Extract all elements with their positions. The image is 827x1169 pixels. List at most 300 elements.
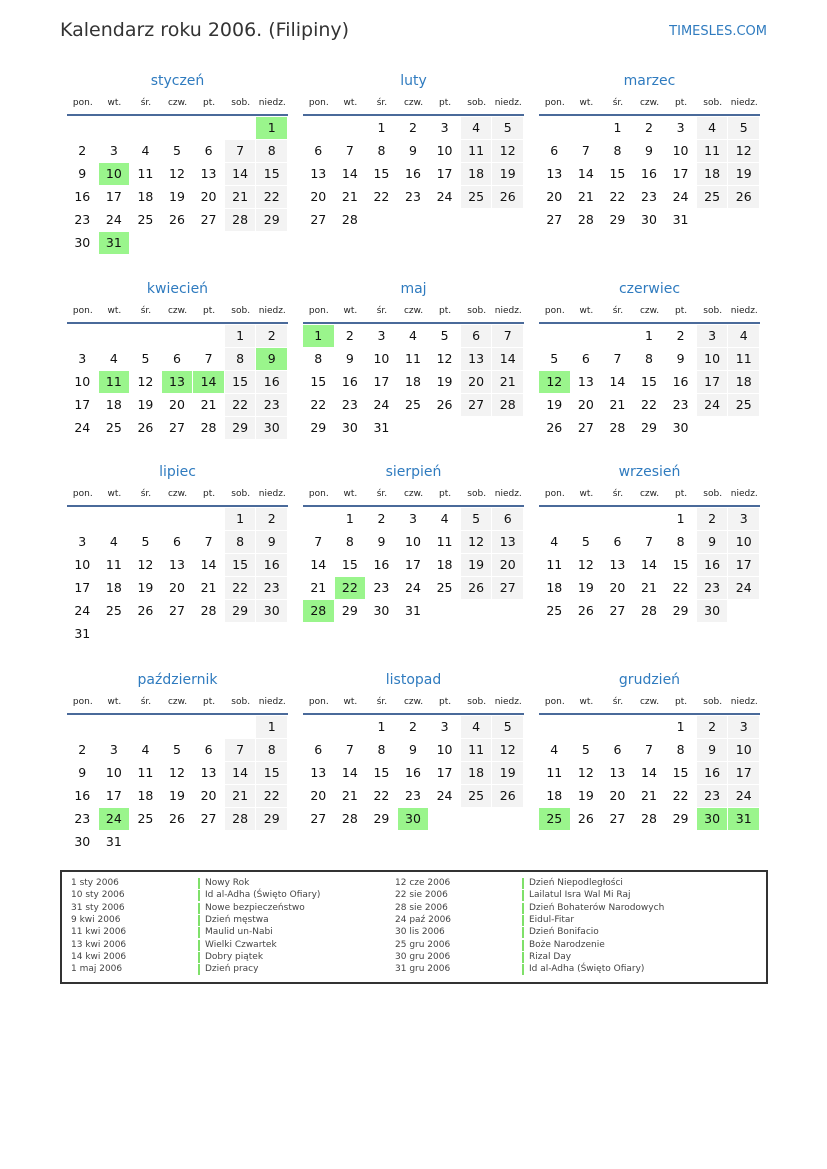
- weekday-label: niedz.: [258, 98, 286, 108]
- weekday-label: pon.: [72, 98, 93, 108]
- day-cell: 10: [728, 531, 759, 553]
- holiday-day: 11: [99, 371, 130, 393]
- empty-cell: [162, 117, 193, 139]
- legend-name: Dzień pracy: [205, 964, 259, 975]
- day-cell: 7: [225, 739, 256, 761]
- day-cell: 4: [461, 117, 492, 139]
- weekday-label: wt.: [343, 489, 358, 499]
- day-cell: 19: [577, 788, 594, 803]
- day-cell: 1: [377, 719, 386, 734]
- legend-marker: [522, 915, 524, 926]
- day-cell: 22: [672, 788, 689, 803]
- empty-cell: [539, 325, 570, 347]
- weekday-label: pon.: [544, 489, 565, 499]
- weekday-label: śr.: [612, 697, 624, 707]
- day-cell: 14: [341, 765, 358, 780]
- brand-link[interactable]: TIMESLES.COM: [669, 24, 767, 39]
- day-cell: 18: [405, 374, 421, 389]
- day-cell: 22: [609, 189, 626, 204]
- day-cell: 7: [581, 143, 590, 158]
- month-4: [67, 278, 288, 440]
- weekday-label: pt.: [675, 98, 688, 108]
- empty-cell: [193, 325, 224, 347]
- weekday-label: śr.: [376, 98, 388, 108]
- day-cell: 4: [409, 328, 417, 343]
- day-cell: 15: [341, 557, 358, 572]
- day-cell: 1: [676, 719, 685, 734]
- day-cell: 4: [141, 742, 150, 757]
- day-cell: 14: [609, 374, 626, 389]
- day-cell: 30: [641, 212, 657, 227]
- day-cell: 3: [697, 325, 728, 347]
- holiday-day: 1: [256, 117, 287, 139]
- holiday-day: 10: [99, 163, 130, 185]
- day-cell: 3: [109, 742, 118, 757]
- day-cell: 29: [341, 603, 358, 618]
- weekday-label: pon.: [544, 306, 565, 316]
- day-cell: 17: [105, 788, 122, 803]
- day-cell: 27: [609, 603, 626, 618]
- day-cell: 10: [436, 742, 453, 757]
- day-cell: 30: [672, 420, 689, 435]
- day-cell: 29: [672, 603, 689, 618]
- month-name: grudzień: [618, 672, 681, 688]
- day-cell: 3: [409, 511, 417, 526]
- day-cell: 1: [676, 511, 685, 526]
- weekday-label: śr.: [376, 306, 388, 316]
- day-cell: 9: [645, 143, 653, 158]
- day-cell: 10: [436, 143, 453, 158]
- day-cell: 23: [256, 394, 287, 416]
- day-cell: 2: [676, 328, 685, 343]
- day-cell: 1: [613, 120, 622, 135]
- month-name: sierpień: [385, 464, 442, 480]
- day-cell: 11: [546, 765, 563, 780]
- weekday-label: czw.: [167, 98, 188, 108]
- legend-marker: [522, 927, 524, 938]
- weekday-label: śr.: [376, 697, 388, 707]
- legend-name: Dzień męstwa: [205, 914, 269, 925]
- day-cell: 24: [728, 577, 759, 599]
- empty-cell: [162, 508, 193, 530]
- day-cell: 19: [169, 189, 185, 204]
- day-cell: 6: [613, 742, 622, 757]
- day-cell: 14: [310, 557, 327, 572]
- day-cell: 22: [225, 394, 256, 416]
- day-cell: 26: [436, 397, 453, 412]
- legend-date: 31 sty 2006: [71, 902, 125, 913]
- day-cell: 5: [461, 508, 492, 530]
- month-10: [67, 669, 288, 854]
- day-cell: 31: [405, 603, 421, 618]
- day-cell: 28: [492, 394, 523, 416]
- day-cell: 8: [377, 143, 386, 158]
- day-cell: 13: [609, 557, 626, 572]
- weekday-header: [539, 691, 760, 715]
- day-cell: 26: [169, 212, 185, 227]
- day-cell: 6: [314, 742, 323, 757]
- day-cell: 4: [109, 351, 118, 366]
- month-grid: [303, 508, 524, 623]
- day-cell: 15: [373, 166, 390, 181]
- day-cell: 20: [609, 788, 626, 803]
- month-5: [303, 278, 524, 440]
- day-cell: 28: [341, 811, 358, 826]
- day-cell: 25: [436, 580, 453, 595]
- day-cell: 3: [440, 719, 449, 734]
- day-cell: 2: [256, 508, 287, 530]
- day-cell: 1: [256, 716, 287, 738]
- day-cell: 20: [546, 189, 563, 204]
- weekday-label: wt.: [343, 697, 358, 707]
- legend-marker: [198, 964, 200, 975]
- day-cell: 19: [137, 397, 154, 412]
- holiday-day: 31: [728, 808, 759, 830]
- legend-marker: [522, 940, 524, 951]
- holiday-day: 28: [303, 600, 334, 622]
- day-cell: 14: [341, 166, 358, 181]
- day-cell: 12: [169, 765, 185, 780]
- day-cell: 19: [137, 580, 154, 595]
- empty-cell: [602, 716, 633, 738]
- day-cell: 20: [577, 397, 594, 412]
- legend-name: Nowe bezpieczeństwo: [205, 902, 305, 913]
- day-cell: 4: [141, 143, 150, 158]
- weekday-label: sob.: [703, 306, 723, 316]
- day-cell: 7: [645, 742, 653, 757]
- day-cell: 16: [405, 166, 421, 181]
- month-grid: [67, 117, 288, 255]
- day-cell: 5: [141, 534, 150, 549]
- weekday-label: pt.: [675, 489, 688, 499]
- empty-cell: [99, 508, 130, 530]
- day-cell: 28: [641, 603, 657, 618]
- day-cell: 26: [577, 811, 594, 826]
- legend-name: Boże Narodzenie: [529, 939, 605, 950]
- weekday-label: wt.: [107, 489, 122, 499]
- day-cell: 23: [256, 577, 287, 599]
- day-cell: 22: [310, 397, 327, 412]
- holiday-day: 1: [303, 325, 334, 347]
- day-cell: 20: [492, 554, 523, 576]
- day-cell: 3: [676, 120, 685, 135]
- day-cell: 28: [200, 420, 217, 435]
- weekday-label: wt.: [107, 98, 122, 108]
- day-cell: 25: [461, 186, 492, 208]
- day-cell: 5: [581, 534, 590, 549]
- day-cell: 27: [310, 212, 327, 227]
- day-cell: 5: [173, 742, 181, 757]
- day-cell: 8: [345, 534, 354, 549]
- day-cell: 24: [105, 212, 122, 227]
- holiday-day: 9: [256, 348, 287, 370]
- day-cell: 18: [436, 557, 453, 572]
- month-name: marzec: [623, 73, 676, 89]
- day-cell: 17: [728, 762, 759, 784]
- weekday-label: czw.: [639, 306, 660, 316]
- legend-date: 13 kwi 2006: [71, 939, 127, 950]
- day-cell: 12: [137, 557, 154, 572]
- day-cell: 20: [200, 788, 217, 803]
- month-9: [539, 461, 760, 623]
- legend-date: 25 gru 2006: [395, 939, 451, 950]
- legend-date: 11 kwi 2006: [71, 927, 127, 938]
- weekday-label: pt.: [203, 98, 216, 108]
- day-cell: 6: [492, 508, 523, 530]
- weekday-label: pon.: [544, 697, 565, 707]
- day-cell: 21: [200, 397, 217, 412]
- weekday-label: czw.: [403, 489, 424, 499]
- day-cell: 18: [137, 788, 154, 803]
- weekday-label: śr.: [140, 697, 152, 707]
- weekday-label: sob.: [467, 98, 487, 108]
- day-cell: 18: [105, 397, 122, 412]
- day-cell: 31: [74, 626, 91, 641]
- day-cell: 9: [676, 351, 685, 366]
- holiday-day: 22: [335, 577, 366, 599]
- day-cell: 16: [256, 371, 287, 393]
- day-cell: 16: [74, 189, 91, 204]
- day-cell: 5: [728, 117, 759, 139]
- legend-marker: [522, 903, 524, 914]
- day-cell: 24: [672, 189, 689, 204]
- weekday-header: [539, 92, 760, 116]
- day-cell: 26: [137, 603, 154, 618]
- day-cell: 27: [310, 811, 327, 826]
- holiday-legend: [60, 870, 768, 984]
- legend-marker: [522, 964, 524, 975]
- day-cell: 14: [641, 765, 657, 780]
- day-cell: 16: [74, 788, 91, 803]
- empty-cell: [99, 117, 130, 139]
- day-cell: 6: [550, 143, 559, 158]
- day-cell: 25: [546, 603, 563, 618]
- weekday-label: pt.: [675, 697, 688, 707]
- day-cell: 13: [169, 557, 185, 572]
- weekday-label: pt.: [439, 489, 452, 499]
- day-cell: 11: [546, 557, 563, 572]
- day-cell: 13: [310, 765, 327, 780]
- day-cell: 16: [697, 762, 728, 784]
- day-cell: 27: [461, 394, 492, 416]
- weekday-label: czw.: [403, 697, 424, 707]
- empty-cell: [634, 508, 665, 530]
- holiday-day: 31: [99, 232, 130, 254]
- day-cell: 6: [173, 534, 181, 549]
- day-cell: 19: [492, 762, 523, 784]
- day-cell: 7: [204, 534, 213, 549]
- day-cell: 14: [225, 762, 256, 784]
- legend-name: Eidul-Fitar: [529, 914, 575, 925]
- day-cell: 25: [405, 397, 421, 412]
- day-cell: 30: [256, 417, 287, 439]
- day-cell: 6: [173, 351, 181, 366]
- weekday-label: sob.: [467, 306, 487, 316]
- month-7: [67, 461, 288, 646]
- day-cell: 23: [405, 189, 421, 204]
- legend-name: Lailatul Isra Wal Mi Raj: [529, 890, 631, 901]
- weekday-label: niedz.: [730, 98, 758, 108]
- day-cell: 12: [436, 351, 453, 366]
- weekday-label: śr.: [376, 489, 388, 499]
- legend-date: 28 sie 2006: [395, 902, 448, 913]
- holiday-day: 12: [539, 371, 570, 393]
- day-cell: 11: [137, 765, 154, 780]
- empty-cell: [539, 508, 570, 530]
- day-cell: 13: [200, 765, 217, 780]
- day-cell: 24: [728, 785, 759, 807]
- day-cell: 3: [728, 716, 759, 738]
- day-cell: 18: [697, 163, 728, 185]
- day-cell: 28: [609, 420, 626, 435]
- weekday-label: sob.: [703, 98, 723, 108]
- day-cell: 8: [645, 351, 653, 366]
- day-cell: 19: [546, 397, 563, 412]
- day-cell: 15: [225, 554, 256, 576]
- day-cell: 8: [613, 143, 622, 158]
- weekday-label: niedz.: [258, 697, 286, 707]
- empty-cell: [99, 325, 130, 347]
- day-cell: 30: [74, 235, 91, 250]
- day-cell: 13: [577, 374, 594, 389]
- weekday-label: pon.: [72, 306, 93, 316]
- empty-cell: [303, 117, 334, 139]
- day-cell: 8: [256, 140, 287, 162]
- legend-date: 14 kwi 2006: [71, 951, 127, 962]
- day-cell: 4: [550, 742, 559, 757]
- month-grid: [539, 117, 760, 232]
- month-grid: [67, 325, 288, 440]
- weekday-label: wt.: [107, 306, 122, 316]
- day-cell: 16: [373, 557, 390, 572]
- day-cell: 15: [672, 765, 689, 780]
- day-cell: 19: [728, 163, 759, 185]
- month-11: [303, 669, 524, 831]
- holiday-day: 24: [99, 808, 130, 830]
- day-cell: 9: [697, 739, 728, 761]
- day-cell: 27: [492, 577, 523, 599]
- day-cell: 7: [645, 534, 653, 549]
- day-cell: 29: [256, 808, 287, 830]
- empty-cell: [335, 117, 366, 139]
- weekday-label: pt.: [203, 489, 216, 499]
- weekday-header: [303, 300, 524, 324]
- day-cell: 14: [200, 557, 217, 572]
- weekday-label: niedz.: [494, 697, 522, 707]
- day-cell: 26: [546, 420, 563, 435]
- day-cell: 23: [405, 788, 421, 803]
- day-cell: 27: [200, 811, 217, 826]
- day-cell: 2: [78, 143, 87, 158]
- empty-cell: [571, 716, 602, 738]
- day-cell: 19: [436, 374, 453, 389]
- legend-marker: [198, 940, 200, 951]
- day-cell: 5: [141, 351, 150, 366]
- day-cell: 13: [310, 166, 327, 181]
- day-cell: 7: [204, 351, 213, 366]
- day-cell: 21: [492, 371, 523, 393]
- month-grid: [67, 716, 288, 854]
- day-cell: 5: [173, 143, 181, 158]
- day-cell: 24: [436, 788, 453, 803]
- day-cell: 9: [78, 765, 87, 780]
- legend-name: Id al-Adha (Święto Ofiary): [205, 890, 321, 901]
- day-cell: 2: [256, 325, 287, 347]
- day-cell: 8: [314, 351, 323, 366]
- weekday-label: wt.: [343, 306, 358, 316]
- empty-cell: [571, 117, 602, 139]
- day-cell: 1: [225, 508, 256, 530]
- legend-marker: [198, 952, 200, 963]
- day-cell: 17: [74, 580, 91, 595]
- empty-cell: [602, 325, 633, 347]
- day-cell: 24: [373, 397, 390, 412]
- empty-cell: [303, 508, 334, 530]
- day-cell: 25: [137, 811, 154, 826]
- day-cell: 25: [461, 785, 492, 807]
- day-cell: 24: [405, 580, 421, 595]
- day-cell: 20: [310, 788, 327, 803]
- legend-date: 24 paź 2006: [395, 914, 452, 925]
- day-cell: 31: [672, 212, 689, 227]
- day-cell: 30: [341, 420, 358, 435]
- weekday-label: pon.: [308, 489, 329, 499]
- weekday-label: śr.: [140, 489, 152, 499]
- day-cell: 7: [492, 325, 523, 347]
- day-cell: 25: [105, 603, 122, 618]
- day-cell: 16: [256, 554, 287, 576]
- day-cell: 16: [697, 554, 728, 576]
- day-cell: 13: [609, 765, 626, 780]
- weekday-label: śr.: [140, 306, 152, 316]
- legend-name: Wielki Czwartek: [205, 939, 277, 950]
- weekday-label: czw.: [403, 98, 424, 108]
- day-cell: 11: [461, 739, 492, 761]
- day-cell: 3: [377, 328, 386, 343]
- weekday-label: sob.: [231, 489, 251, 499]
- month-name: październik: [137, 672, 218, 688]
- legend-date: 30 lis 2006: [395, 927, 445, 938]
- weekday-label: wt.: [579, 98, 594, 108]
- weekday-label: pt.: [439, 98, 452, 108]
- day-cell: 8: [377, 742, 386, 757]
- empty-cell: [303, 716, 334, 738]
- legend-name: Dobry piątek: [205, 951, 264, 962]
- month-name: listopad: [385, 672, 442, 688]
- day-cell: 23: [641, 189, 657, 204]
- day-cell: 27: [169, 603, 185, 618]
- day-cell: 21: [341, 189, 358, 204]
- day-cell: 18: [105, 580, 122, 595]
- legend-date: 1 sty 2006: [71, 878, 119, 888]
- day-cell: 18: [728, 371, 759, 393]
- legend-date: 22 sie 2006: [395, 890, 448, 901]
- empty-cell: [67, 716, 98, 738]
- weekday-label: wt.: [579, 697, 594, 707]
- legend-date: 31 gru 2006: [395, 964, 451, 975]
- day-cell: 29: [641, 420, 657, 435]
- day-cell: 5: [550, 351, 559, 366]
- day-cell: 14: [492, 348, 523, 370]
- day-cell: 5: [492, 716, 523, 738]
- day-cell: 23: [341, 397, 358, 412]
- day-cell: 21: [577, 189, 594, 204]
- day-cell: 27: [169, 420, 185, 435]
- day-cell: 30: [373, 603, 390, 618]
- weekday-label: sob.: [467, 489, 487, 499]
- weekday-label: niedz.: [258, 306, 286, 316]
- day-cell: 3: [109, 143, 118, 158]
